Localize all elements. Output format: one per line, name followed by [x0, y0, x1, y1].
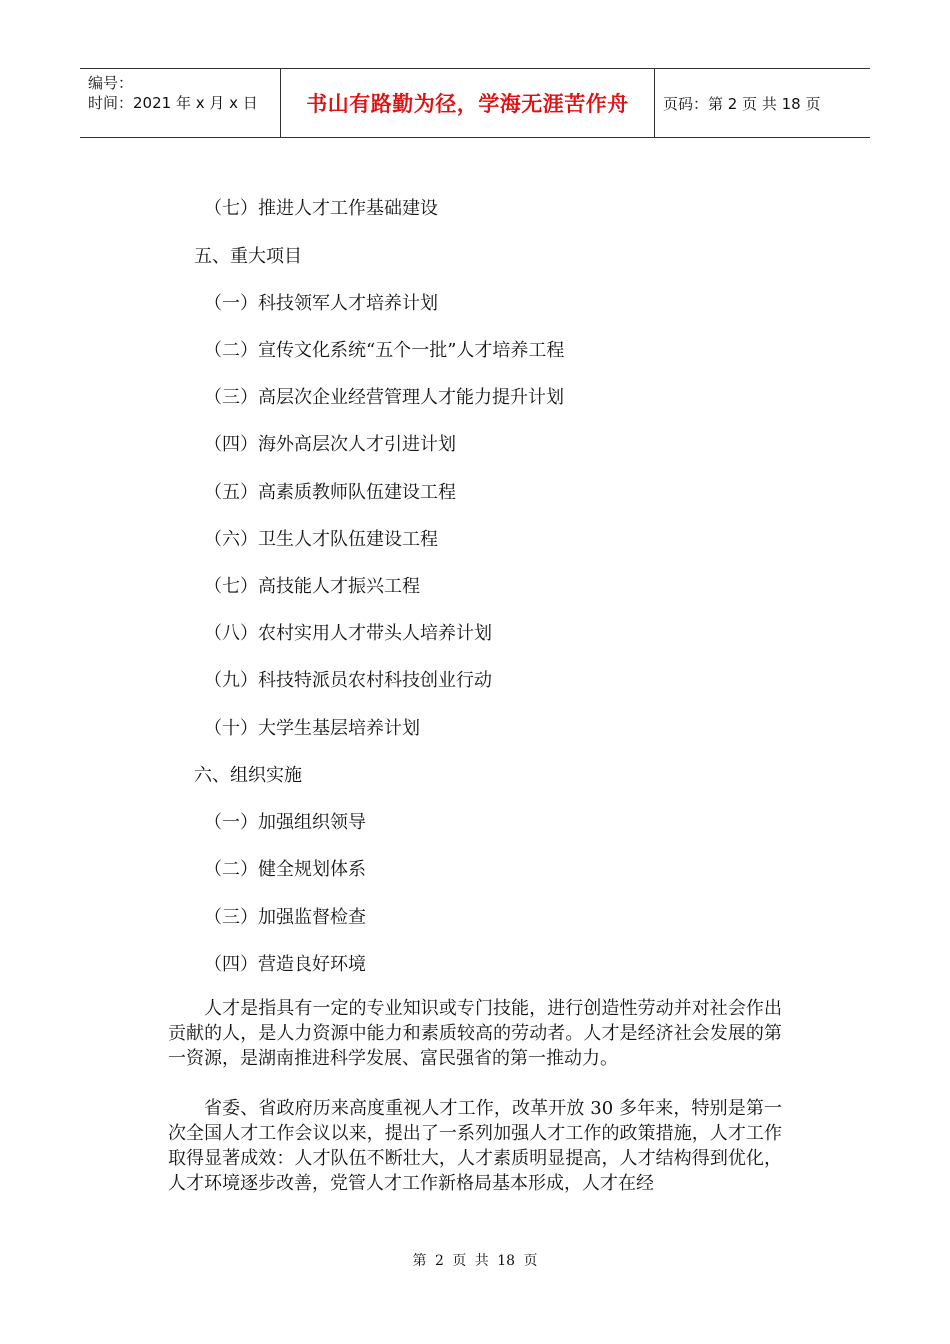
- section-item: （六）卫生人才队伍建设工程: [204, 529, 438, 550]
- header-meta-cell: [80, 69, 281, 137]
- document-header: [80, 68, 870, 138]
- document-time-label: 时间：2021 年 x 月 x 日: [88, 94, 258, 112]
- header-page-number: 页码：第 2 页 共 18 页: [663, 94, 821, 113]
- section-item: （五）高素质教师队伍建设工程: [204, 482, 456, 503]
- section-item: （一）加强组织领导: [204, 812, 366, 833]
- header-motto: 书山有路勤为径，学海无涯苦作舟: [281, 69, 655, 137]
- section-item: （十）大学生基层培养计划: [204, 718, 420, 739]
- section-item: （三）高层次企业经营管理人才能力提升计划: [204, 387, 564, 408]
- body-paragraph: 省委、省政府历来高度重视人才工作，改革开放 30 多年来，特别是第一次全国人才工作会议以来，提出了一系列加强人才工作的政策措施，人才工作取得显著成效：人才队伍不断壮大，人才素质明显提高，人才结构得到优化，人才环境逐步改善，党管人才工作新格局基本形成，人才在经: [168, 1098, 782, 1194]
- section-item: （四）营造良好环境: [204, 954, 366, 975]
- page-footer: 第 2 页 共 18 页: [412, 1253, 538, 1269]
- section-item: （二）宣传文化系统“五个一批”人才培养工程: [204, 340, 565, 361]
- document-number-label: 编号：: [88, 74, 134, 92]
- body-paragraph: 人才是指具有一定的专业知识或专门技能，进行创造性劳动并对社会作出贡献的人，是人力资源中能力和素质较高的劳动者。人才是经济社会发展的第一资源，是湖南推进科学发展、富民强省的第一推动力。: [168, 998, 782, 1069]
- section-item: （二）健全规划体系: [204, 859, 366, 880]
- section-item: （四）海外高层次人才引进计划: [204, 434, 456, 455]
- section-item: （八）农村实用人才带头人培养计划: [204, 623, 492, 644]
- section-item: （七）推进人才工作基础建设: [204, 198, 438, 219]
- section-item: （七）高技能人才振兴工程: [204, 576, 420, 597]
- section-item: （九）科技特派员农村科技创业行动: [204, 670, 492, 691]
- section-heading: 五、重大项目: [194, 246, 302, 267]
- section-item: （三）加强监督检查: [204, 907, 366, 928]
- section-item: （一）科技领军人才培养计划: [204, 293, 438, 314]
- section-heading: 六、组织实施: [194, 765, 302, 786]
